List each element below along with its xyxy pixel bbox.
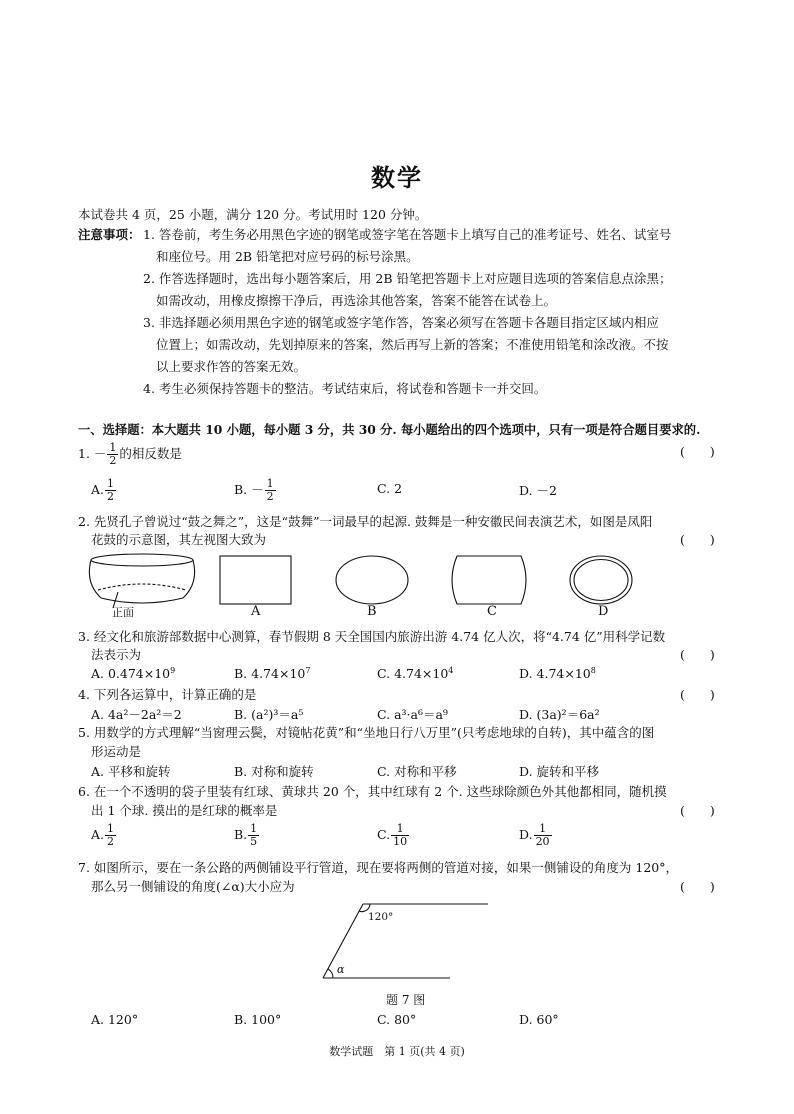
option-c-barrel [452, 556, 526, 604]
q7-figure [318, 896, 498, 988]
q6-option-c: C. $\frac{1}{10}$ [377, 822, 408, 848]
fraction: $\frac{1}{2}$ [109, 441, 117, 467]
page-footer: 数学试题 第 1 页(共 4 页) [329, 1045, 465, 1058]
question-2-line1: 2. 先贤孔子曾说过“鼓之舞之”，这是“鼓舞”一词最早的起源. 鼓舞是一种安徽民间表演艺术，如图是凤阳 [78, 514, 653, 529]
question-7-line2: 那么另一侧铺设的角度(∠α)大小应为 [91, 879, 295, 894]
front-label: 正面 [112, 606, 134, 619]
notice-item-2: 2. 作答选择题时，选出每小题答案后，用 2B 铅笔把答题卡上对应题目选项的答案信息点涂黑； [143, 271, 672, 286]
q5-option-a: A. 平移和旋转 [91, 764, 171, 779]
notice-item-4: 4. 考生必须保持答题卡的整洁。考试结束后，将试卷和答题卡一并交回。 [143, 381, 547, 396]
angle-alpha-label: α [337, 963, 345, 976]
q4-option-c: C. a³·a⁶＝a⁹ [377, 707, 448, 722]
q2-label-a: A [251, 604, 261, 619]
option-b-ellipse [336, 556, 408, 604]
question-1-stem: 1. － $\frac{1}{2}$ 的相反数是 [78, 441, 182, 467]
q7-option-d: D. 60° [519, 1012, 559, 1027]
notice-item-3: 3. 非选择题必须用黑色字迹的钢笔或签字笔作答，答案必须写在答题卡各题目指定区域内相应 [143, 315, 659, 330]
q5-option-c: C. 对称和平移 [377, 764, 457, 779]
answer-paren: ( ) [680, 879, 715, 894]
q3-option-c: C. $4.74\times 10^4$ [377, 666, 454, 682]
q2-label-b: B [367, 604, 377, 619]
question-7-line1: 7. 如图所示，要在一条公路的两侧铺设平行管道，现在要将两侧的管道对接，如果一侧铺设的角度为 120°， [78, 860, 678, 875]
question-3-line2: 法表示为 [91, 647, 142, 662]
angle-120-label: 120° [368, 911, 394, 923]
q1-option-c: C. 2 [377, 481, 403, 496]
notice-item-3-cont1: 位置上；如需改动，先划掉原来的答案，然后再写上新的答案；不准使用铅笔和涂改液。不按 [156, 337, 669, 352]
q6-option-d: D. $\frac{1}{20}$ [519, 822, 550, 848]
q3-option-d: D. $4.74\times 10^8$ [519, 666, 596, 682]
answer-paren: ( ) [680, 687, 715, 702]
q7-option-c: C. 80° [377, 1012, 417, 1027]
q4-option-b: B. (a²)³＝a⁵ [234, 707, 304, 722]
notice-label: 注意事项： [78, 227, 141, 242]
option-a-rectangle [220, 556, 291, 604]
option-d-double-ellipse [570, 556, 632, 604]
q1-option-d: D. －2 [519, 483, 557, 498]
notice-item-1-cont: 和座位号。用 2B 铅笔把对应号码的标号涂黑。 [156, 249, 419, 264]
angle-alpha-arc [328, 969, 333, 978]
question-5-line1: 5. 用数学的方式理解“当窗理云鬓，对镜帖花黄”和“坐地日行八万里”(只考虑地球的自转)，其中蕴含的图 [78, 725, 655, 740]
question-6-line2: 出 1 个球. 摸出的是红球的概率是 [91, 803, 278, 818]
question-3-line1: 3. 经文化和旅游部数据中心测算，春节假期 8 天全国国内旅游出游 4.74 亿人次，将“4.74 亿”用科学记数 [78, 629, 666, 644]
figure-7-caption: 题 7 图 [386, 993, 426, 1007]
question-5-line2: 形运动是 [91, 744, 142, 759]
q7-option-b: B. 100° [234, 1012, 282, 1027]
q1-option-a: A. $\frac{1}{2}$ [91, 477, 115, 503]
q4-option-d: D. (3a)²＝6a² [519, 707, 600, 722]
notice-item-1: 1. 答卷前，考生务必用黑色字迹的钢笔或签字笔在答题卡上填写自己的准考证号、姓名、试室号 [143, 227, 672, 242]
drum-figure [89, 554, 194, 608]
q2-figures [85, 548, 645, 618]
q1-option-b: B. － $\frac{1}{2}$ [234, 477, 274, 503]
exam-intro: 本试卷共 4 页，25 小题，满分 120 分。考试用时 120 分钟。 [78, 207, 428, 222]
answer-paren: ( ) [680, 532, 715, 547]
question-6-line1: 6. 在一个不透明的袋子里装有红球、黄球共 20 个，其中红球有 2 个. 这些球除颜色外其他都相同，随机摸 [78, 784, 667, 799]
q6-option-a: A. $\frac{1}{2}$ [91, 822, 115, 848]
q5-option-b: B. 对称和旋转 [234, 764, 314, 779]
section-1-heading: 一、选择题：本大题共 10 小题，每小题 3 分，共 30 分. 每小题给出的四个选项中，只有一项是符合题目要求的. [78, 422, 701, 437]
q5-option-d: D. 旋转和平移 [519, 764, 600, 779]
q4-option-a: A. 4a²－2a²＝2 [91, 707, 182, 722]
answer-paren: ( ) [680, 444, 715, 459]
answer-paren: ( ) [680, 647, 715, 662]
q3-option-a: A. $0.474\times 10^9$ [91, 666, 176, 682]
q2-label-d: D [598, 604, 609, 619]
question-2-line2: 花鼓的示意图，其左视图大致为 [91, 532, 267, 547]
q7-option-a: A. 120° [91, 1012, 139, 1027]
notice-item-3-cont2: 以上要求作答的答案无效。 [156, 359, 307, 374]
question-4-stem: 4. 下列各运算中，计算正确的是 [78, 687, 257, 702]
q6-option-b: B. $\frac{1}{5}$ [234, 822, 258, 848]
q2-label-c: C [487, 604, 497, 619]
q3-option-b: B. $4.74\times 10^7$ [234, 666, 311, 682]
page-title: 数学 [371, 164, 423, 192]
answer-paren: ( ) [680, 803, 715, 818]
notice-item-2-cont: 如需改动，用橡皮擦擦干净后，再选涂其他答案，答案不能答在试卷上。 [156, 293, 557, 308]
